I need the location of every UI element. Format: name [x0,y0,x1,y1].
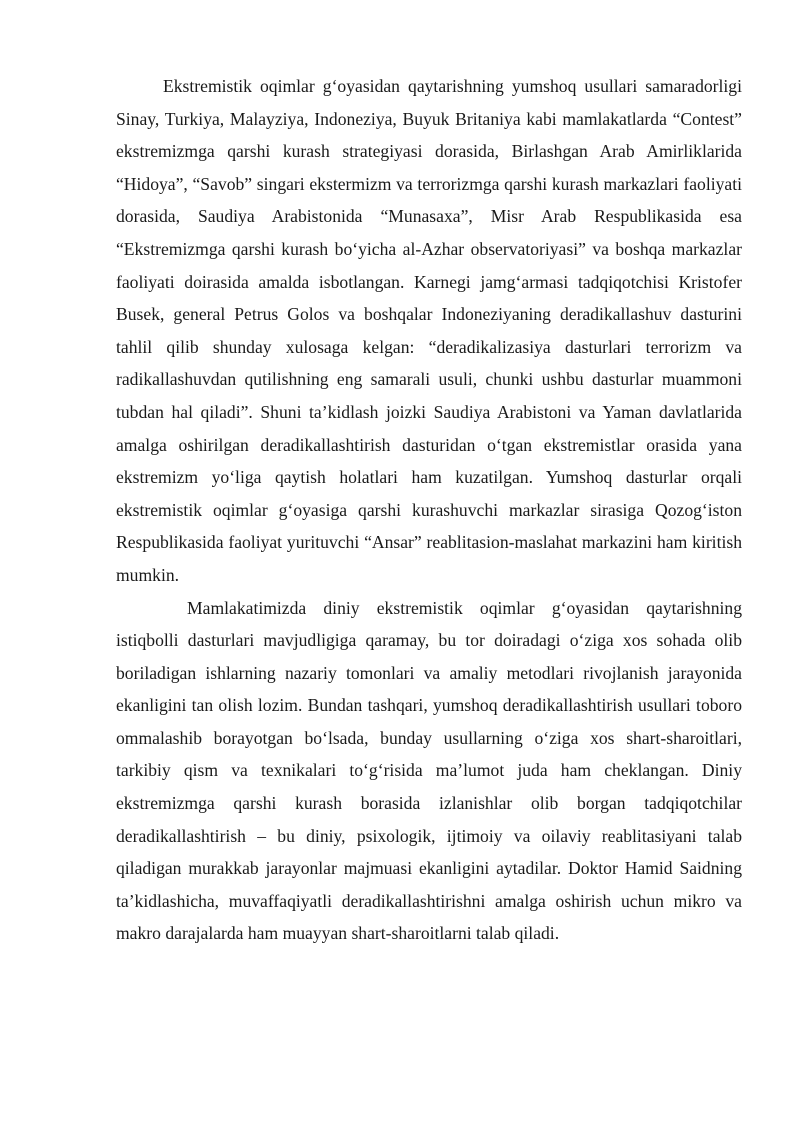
document-page [116,70,742,950]
paragraph-national-programs: Mamlakatimizda diniy ekstremistik oqimlar g‘oyasidan qaytarishning istiqbolli dasturlari mavjudligiga qaramay, bu tor doiradagi o‘ziga xos sohada olib boriladigan ishlarning nazariy tomonlari va amaliy metodlari rivojlanish jarayonida ekanligini tan olish lozim. Bundan tashqari, yumshoq deradikallashtirish usullari toboro ommalashib borayotgan bo‘lsada, bunday usullarning o‘ziga xos shart-sharoitlari, tarkibiy qism va texnikalari to‘g‘risida ma’lumot juda ham cheklangan. Diniy ekstremizmga qarshi kurash borasida izlanishlar olib borgan tadqiqotchilar deradikallashtirish – bu diniy, psixologik, ijtimoiy va oilaviy reablitasiyani talab qiladigan murakkab jarayonlar majmuasi ekanligini aytadilar. Doktor Hamid Saidning ta’kidlashicha, muvaffaqiyatli deradikallashtirishni amalga oshirish uchun mikro va makro darajalarda ham muayyan shart-sharoitlarni talab qiladi. [116,597,742,944]
paragraph-soft-methods-effectiveness: Ekstremistik oqimlar g‘oyasidan qaytarishning yumshoq usullari samaradorligi Sinay, Turkiya, Malayziya, Indoneziya, Buyuk Britaniya kabi mamlakatlarda “Contest” ekstremizmga qarshi kurash strategiyasi dorasida, Birlashgan Arab Amirliklarida “Hidoya”, “Savob” singari ekstermizm va terrorizmga qarshi kurash markazlari faoliyati dorasida, Saudiya Arabistonida “Munasaxa”, Misr Arab Respublikasida esa “Ekstremizmga qarshi kurash bo‘yicha al-Azhar observatoriyasi” va boshqa markazlar faoliyati doirasida amalda isbotlangan. Karnegi jamg‘armasi tadqiqotchisi Kristofer Busek, general Petrus Golos va boshqalar Indoneziyaning deradikallashuv dasturini tahlil qilib shunday xulosaga kelgan: “deradikalizasiya dasturlari terrorizm va radikallashuvdan qutilishning eng samarali usuli, chunki ushbu dasturlar muammoni tubdan hal qiladi”. Shuni ta’kidlash joizki Saudiya Arabistoni va Yaman davlatlarida amalga oshirilgan deradikallashtirish dasturidan o‘tgan ekstremistlar orasida yana ekstremizm yo‘liga qaytish holatlari ham kuzatilgan. Yumshoq dasturlar orqali ekstremistik oqimlar g‘oyasiga qarshi kurashuvchi markazlar sirasiga Qozog‘iston Respublikasida faoliyat yurituvchi “Ansar” reablitasion-maslahat markazini ham kiritish mumkin. [116,76,742,585]
